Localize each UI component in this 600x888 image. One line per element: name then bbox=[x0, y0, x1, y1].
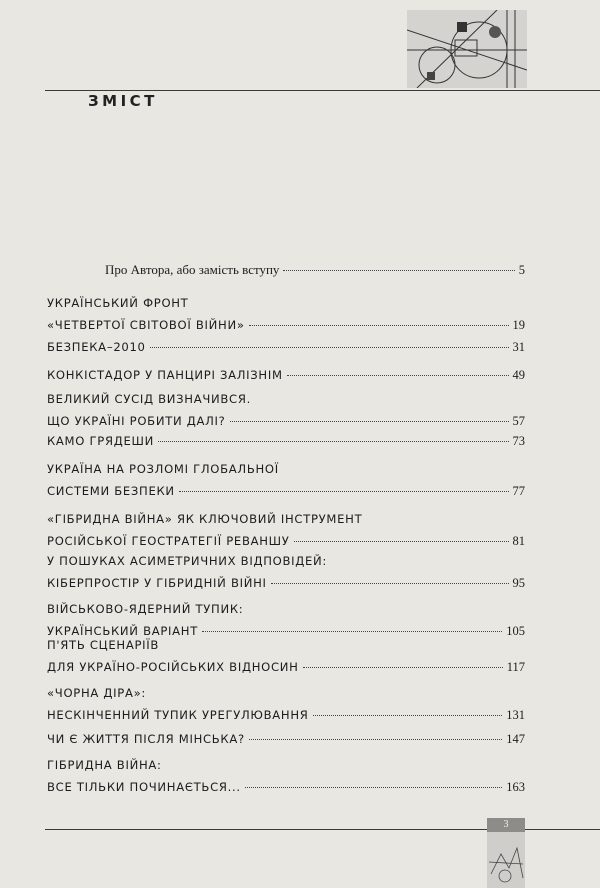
toc-entry-title: У ПОШУКАХ АСИМЕТРИЧНИХ ВІДПОВІДЕЙ: bbox=[47, 554, 327, 568]
toc-entry-line bbox=[47, 758, 525, 780]
toc-entry-line bbox=[47, 392, 525, 414]
toc-page-number: 5 bbox=[518, 263, 525, 277]
toc-entry-title: ДЛЯ УКРАЇНО-РОСІЙСЬКИХ ВІДНОСИН bbox=[47, 660, 299, 674]
toc-entry bbox=[47, 368, 525, 390]
toc-page-number: 131 bbox=[506, 708, 525, 722]
toc-entry-line bbox=[47, 462, 525, 484]
toc-dot-leader bbox=[287, 375, 509, 376]
toc-entry bbox=[105, 262, 525, 284]
toc-dot-leader bbox=[245, 787, 502, 788]
page-number-box bbox=[487, 818, 525, 888]
toc-dot-leader bbox=[271, 583, 509, 584]
toc-entry-line bbox=[47, 554, 525, 576]
toc-entry bbox=[47, 462, 525, 506]
toc-dot-leader bbox=[249, 325, 509, 326]
toc-dot-leader bbox=[249, 739, 502, 740]
toc-entry-title: ЩО УКРАЇНІ РОБИТИ ДАЛІ? bbox=[47, 414, 226, 428]
toc-entry-line bbox=[47, 534, 525, 556]
toc-dot-leader bbox=[150, 347, 509, 348]
toc-entry-line bbox=[47, 434, 525, 456]
toc-entry-title: «ЧОРНА ДІРА»: bbox=[47, 686, 146, 700]
toc-entry-line bbox=[47, 602, 525, 624]
toc-entry-line bbox=[47, 780, 525, 802]
page-number: 3 bbox=[487, 818, 525, 832]
toc-entry bbox=[47, 512, 525, 556]
toc-entry-line bbox=[47, 512, 525, 534]
toc-entry-line bbox=[47, 318, 525, 340]
top-rule bbox=[45, 90, 600, 91]
toc-entry bbox=[47, 392, 525, 436]
toc-page-number: 57 bbox=[512, 414, 525, 428]
toc-entry-title: СИСТЕМИ БЕЗПЕКИ bbox=[47, 484, 175, 498]
toc-dot-leader bbox=[283, 270, 514, 271]
toc-entry bbox=[47, 296, 525, 340]
toc-entry-line bbox=[47, 732, 525, 754]
geometric-drawing-icon bbox=[407, 10, 527, 88]
toc-page-number: 73 bbox=[512, 434, 525, 448]
decorative-illustration bbox=[407, 10, 527, 88]
toc-dot-leader bbox=[230, 421, 509, 422]
toc-entry-title: УКРАЇНА НА РОЗЛОМІ ГЛОБАЛЬНОЇ bbox=[47, 462, 279, 476]
toc-page-number: 81 bbox=[512, 534, 525, 548]
toc-entry-line bbox=[47, 660, 525, 682]
toc-page-number: 19 bbox=[512, 318, 525, 332]
toc-entry-title: ГІБРИДНА ВІЙНА: bbox=[47, 758, 162, 772]
decorative-sketch-icon bbox=[487, 834, 525, 888]
toc-dot-leader bbox=[313, 715, 503, 716]
toc-entry-title: Про Автора, або замість вступу bbox=[105, 262, 280, 277]
toc-dot-leader bbox=[303, 667, 503, 668]
toc-entry-line bbox=[47, 368, 525, 390]
toc-entry bbox=[47, 638, 525, 682]
toc-entry-title: ЧИ Є ЖИТТЯ ПІСЛЯ МІНСЬКА? bbox=[47, 732, 245, 746]
toc-entry-line bbox=[47, 414, 525, 436]
toc-entry-title: НЕСКІНЧЕННИЙ ТУПИК УРЕГУЛЮВАННЯ bbox=[47, 708, 309, 722]
toc-entry-line bbox=[47, 686, 525, 708]
toc-entry-line bbox=[47, 638, 525, 660]
toc-entry-title: РОСІЙСЬКОЇ ГЕОСТРАТЕГІЇ РЕВАНШУ bbox=[47, 534, 290, 548]
toc-entry-title: «ГІБРИДНА ВІЙНА» ЯК КЛЮЧОВИЙ ІНСТРУМЕНТ bbox=[47, 512, 363, 526]
toc-entry-title: ВСЕ ТІЛЬКИ ПОЧИНАЄТЬСЯ... bbox=[47, 780, 241, 794]
toc-entry-title: КІБЕРПРОСТІР У ГІБРИДНІЙ ВІЙНІ bbox=[47, 576, 267, 590]
toc-page-number: 163 bbox=[506, 780, 525, 794]
toc-entry-title: КАМО ГРЯДЕШИ bbox=[47, 434, 154, 448]
toc-entry bbox=[47, 758, 525, 802]
toc-entry-line bbox=[47, 576, 525, 598]
toc-page-number: 117 bbox=[506, 660, 525, 674]
toc-entry-title: УКРАЇНСЬКИЙ ФРОНТ bbox=[47, 296, 189, 310]
toc-page-number: 147 bbox=[506, 732, 525, 746]
toc-entry-line bbox=[47, 340, 525, 362]
toc-entry-title: УКРАЇНСЬКИЙ ВАРІАНТ bbox=[47, 624, 198, 638]
toc-entry bbox=[47, 554, 525, 598]
toc-entry-title: П'ЯТЬ СЦЕНАРІЇВ bbox=[47, 638, 160, 652]
toc-entry bbox=[47, 686, 525, 730]
toc-entry-line bbox=[47, 296, 525, 318]
toc-page-number: 31 bbox=[512, 340, 525, 354]
page-heading: ЗМІСТ bbox=[88, 92, 158, 110]
toc-entry bbox=[47, 434, 525, 456]
toc-page-number: 49 bbox=[512, 368, 525, 382]
toc-page-number: 105 bbox=[506, 624, 525, 638]
toc-entry-title: ВЕЛИКИЙ СУСІД ВИЗНАЧИВСЯ. bbox=[47, 392, 251, 406]
toc-entry bbox=[47, 340, 525, 362]
toc-entry-title: БЕЗПЕКА–2010 bbox=[47, 340, 146, 354]
toc-entry-title: ВІЙСЬКОВО-ЯДЕРНИЙ ТУПИК: bbox=[47, 602, 244, 616]
toc-entry-title: КОНКІСТАДОР У ПАНЦИРІ ЗАЛІЗНІМ bbox=[47, 368, 283, 382]
toc-dot-leader bbox=[179, 491, 509, 492]
toc-entry bbox=[47, 732, 525, 754]
toc-entry-line bbox=[47, 708, 525, 730]
toc-entry-line bbox=[105, 262, 525, 284]
toc-dot-leader bbox=[294, 541, 509, 542]
toc-entry-line bbox=[47, 484, 525, 506]
toc-dot-leader bbox=[202, 631, 502, 632]
toc-dot-leader bbox=[158, 441, 509, 442]
toc-page-number: 77 bbox=[512, 484, 525, 498]
toc-entry-title: «ЧЕТВЕРТОЇ СВІТОВОЇ ВІЙНИ» bbox=[47, 318, 245, 332]
toc-page-number: 95 bbox=[512, 576, 525, 590]
